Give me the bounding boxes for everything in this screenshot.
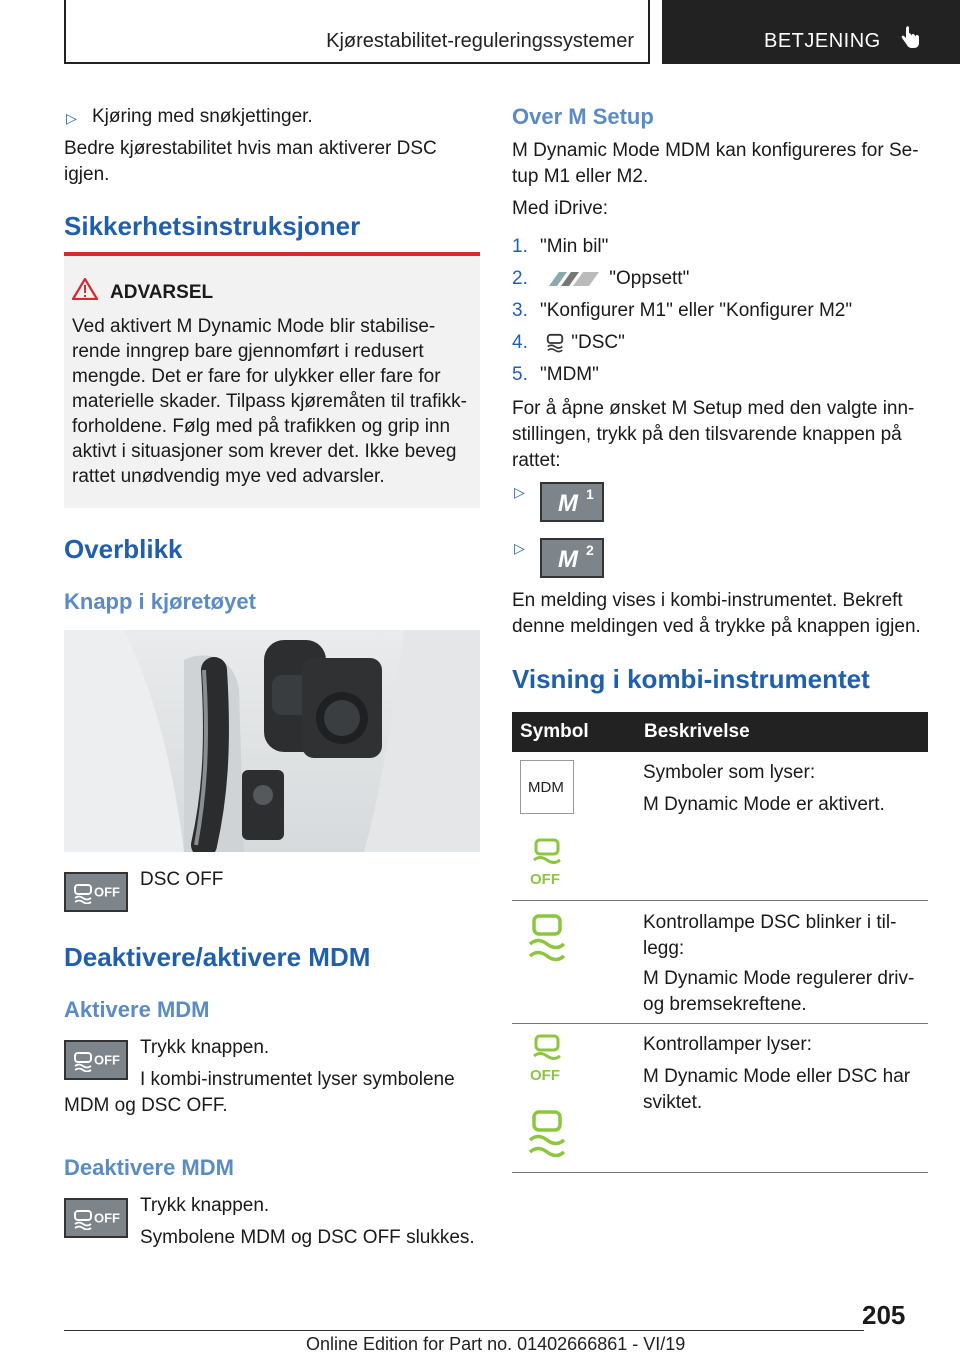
message-line: En melding vises i kombi-instrumentet. Bekreft [512,590,903,611]
deactivate-line: Symbolene MDM og DSC OFF slukkes. [140,1227,475,1248]
row1-line: Symboler som lyser: [643,762,816,783]
car-skid-icon [72,1208,94,1230]
warning-line: aktivt i situasjoner som krever det. Ikke beveg [72,441,457,462]
row2-line: M Dynamic Mode regulerer driv- [643,968,915,989]
warning-line: rende inngrep bare gjennomført i redusert [72,341,424,362]
step-text: "Min bil" [540,236,609,257]
m2-button-icon [540,538,604,578]
m1-sup: 1 [586,486,594,502]
svg-text:OFF: OFF [530,871,560,888]
icon-off-text: OFF [94,1052,120,1068]
deactivate-subheading: Deaktivere MDM [64,1155,234,1180]
warning-line: forholdene. Følg med på trafikken og grip inn [72,416,451,437]
mdm-symbol-icon [520,760,574,814]
header-chapter-box [662,0,960,64]
open-line: rattet: [512,450,561,471]
step-text: "Oppsett" [609,268,690,289]
row2-line: legg: [643,938,685,959]
table-row-divider [512,1172,928,1173]
display-heading: Visning i kombi-instrumentet [512,664,870,694]
step-number: 2. [512,268,528,289]
activate-subheading: Aktivere MDM [64,997,210,1022]
step-item [512,330,625,356]
row3-line: sviktet. [643,1092,703,1113]
m2-label: M [558,546,578,573]
dsc-off-lamp-icon [528,838,566,888]
bullet-triangle-icon: ▷ [514,484,525,500]
para-line: igjen. [64,164,110,185]
car-skid-icon [72,1050,94,1072]
para-line: Bedre kjørestabilitet hvis man aktiverer DSC [64,138,437,159]
activate-line: Trykk knappen. [140,1037,270,1058]
step-number: 1. [512,236,528,257]
warning-label: ADVARSEL [110,282,214,303]
dsc-lamp-icon [524,912,570,962]
bullet-triangle-icon: ▷ [514,540,525,556]
bullet-text: Kjøring med snøkjettinger. [92,106,313,127]
safety-heading: Sikkerhetsinstruksjoner [64,211,361,241]
warning-line: materielle skader. Tilpass kjøremåten til trafikk- [72,391,467,412]
row3-line: Kontrollamper lyser: [643,1034,812,1055]
col-symbol: Symbol [520,721,589,742]
warning-box [64,256,480,508]
footer-edition: Online Edition for Part no. 01402666861 - VI/19 [306,1334,686,1354]
step-item [512,234,608,260]
warning-triangle-icon [72,278,98,300]
dsc-off-button-icon [64,872,128,912]
m-stripes-icon [545,270,601,288]
icon-off-text: OFF [94,884,120,900]
mdm-icon-text: MDM [528,779,564,796]
row2-line: Kontrollampe DSC blinker i til- [643,912,897,933]
row2-line: og bremsekreftene. [643,994,807,1015]
header-section-title: Kjørestabilitet-reguleringssystemer [326,30,634,52]
activate-line: I kombi-instrumentet lyser symbolene [140,1069,455,1090]
center-console-photo [64,630,480,852]
msetup-line: M Dynamic Mode MDM kan konfigureres for Se- [512,140,919,161]
idrive-label: Med iDrive: [512,198,609,219]
step-text: "MDM" [540,364,599,385]
dsc-off-label: DSC OFF [140,869,224,890]
m1-button-icon [540,482,604,522]
warning-line: rattet unødvendig mye ved advarsler. [72,466,385,487]
open-line: For å åpne ønsket M Setup med den valgte inn- [512,398,915,419]
icon-off-text: OFF [94,1210,120,1226]
warning-line: mengde. Det er fare for ulykker eller fare for [72,366,441,387]
step-item [512,266,689,292]
header-chapter-label: BETJENING [764,30,881,52]
header-section-box [64,0,650,64]
m2-sup: 2 [586,542,594,558]
table-header [512,712,928,752]
dsc-off-lamp-icon [528,1034,566,1084]
warning-line: Ved aktivert M Dynamic Mode blir stabilise- [72,316,436,337]
bullet-triangle-icon: ▷ [66,110,77,126]
car-skid-icon [72,882,94,904]
step-item [512,362,599,388]
button-subheading: Knapp i kjøretøyet [64,589,256,614]
footer-rule [64,1330,864,1331]
step-number: 4. [512,332,528,353]
step-number: 5. [512,364,528,385]
deactivate-line: Trykk knappen. [140,1195,270,1216]
row1-line: M Dynamic Mode er aktivert. [643,794,885,815]
step-text: "DSC" [571,332,625,353]
overview-heading: Overblikk [64,534,183,564]
m1-label: M [558,490,578,517]
table-row-divider [512,900,928,901]
open-line: stillingen, trykk på den tilsvarende knappen på [512,424,902,445]
message-line: denne meldingen ved å trykke på knappen igjen. [512,616,921,637]
col-description: Beskrivelse [644,721,750,742]
hand-pointer-icon [898,26,920,50]
row3-line: M Dynamic Mode eller DSC har [643,1066,911,1087]
step-text: "Konfigurer M1" eller "Konfigurer M2" [540,300,853,321]
msetup-line: tup M1 eller M2. [512,166,649,187]
svg-text:OFF: OFF [530,1067,560,1084]
table-row-divider [512,1023,928,1024]
msetup-heading: Over M Setup [512,104,654,129]
activate-line: MDM og DSC OFF. [64,1095,228,1116]
deactivate-activate-heading: Deaktivere/aktivere MDM [64,942,371,972]
dsc-off-button-icon [64,1040,128,1080]
car-skid-icon [545,333,565,353]
dsc-off-button-icon [64,1198,128,1238]
step-item [512,298,852,324]
step-number: 3. [512,300,528,321]
dsc-lamp-icon [524,1108,570,1158]
page-number: 205 [862,1300,906,1330]
